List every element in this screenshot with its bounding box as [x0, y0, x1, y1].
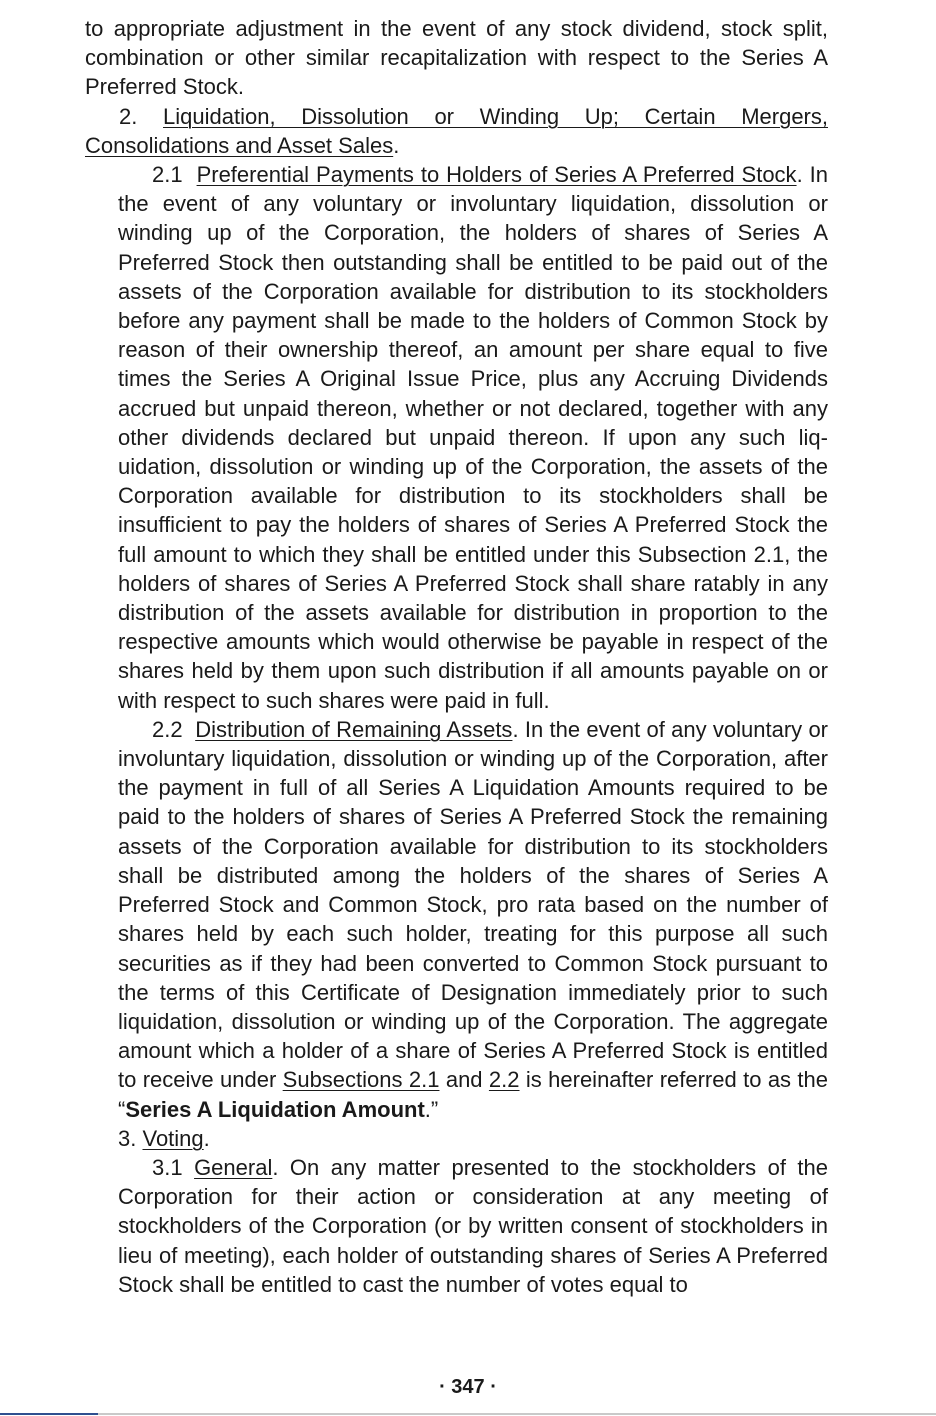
section-3-end: .	[203, 1125, 210, 1151]
subsection-2-1-number: 2.1	[152, 162, 183, 188]
section-2-title: Liquidation, Dissolution or Winding Up; Certain Mergers, Consolidations and Asset Sales	[85, 103, 828, 158]
subsection-3-1-number: 3.1	[152, 1154, 183, 1180]
subsection-2-1-title: Preferential Payments to Holders of Series A Preferred Stock	[196, 162, 797, 188]
section-3-heading	[0, 1124, 936, 1153]
page-number: · 347 ·	[439, 1376, 497, 1398]
subsection-2-2-title: Distribution of Remaining Assets	[195, 716, 513, 742]
section-3-number: 3.	[118, 1125, 137, 1151]
subsection-2-1-body: . In the event of any voluntary or involuntary liquidation, dissolution or winding up of the Corporation, the holders of shares of Series A Preferred Stock then outstanding shall be entitled to be paid out of the assets of the Corporation available for distribution to its stockholders before any payment shall be made to the holders of Common Stock by reason of their ownership thereof, an amount per share equal to five times the Series A Original Issue Price, plus any Accruing Dividends accrued but unpaid thereon, whether or not declared, together with any other dividends declared but unpaid thereon. If upon any such liquidation, dissolution or winding up of the Corporation, the assets of the Corporation available for distribution to its stockholders shall be insufficient to pay the holders of shares of Series A Preferred Stock the full amount to which they shall be entitled under this Subsection 2.1, the holders of shares of Series A Preferred Stock shall share ratably in any distribution of the assets available for distribution in proportion to the respective amounts which would otherwise be payable in respect of the shares held by them upon such distribution if all amounts payable on or with respect to such shares were paid in full.	[118, 162, 829, 713]
subsection-2-2-number: 2.2	[152, 716, 183, 742]
section-2-end: .	[393, 132, 400, 158]
section-2-number: 2.	[119, 103, 138, 129]
subsection-2-2-after-refs: is hereinafter referred to as the “	[118, 1067, 829, 1122]
subsection-3-1-title: General	[194, 1154, 273, 1180]
bottom-divider	[0, 1413, 936, 1415]
subsection-2-1	[0, 160, 936, 715]
subsection-2-2-closing: .”	[424, 1096, 439, 1122]
top-fragment-text: to appropriate adjustment in the event of any stock dividend, stock split, combination or other similar recapitalization with respect to the Series A Preferred Stock.	[85, 16, 828, 100]
subsection-2-2-and: and	[439, 1067, 489, 1093]
subsection-2-2-body: . In the event of any voluntary or involuntary liquidation, dissolution or winding up of the Corporation, after the payment in full of all Series A Liquidation Amounts required to be paid to the holders of shares of Series A Preferred Stock the remaining assets of the Corporation available for distribution to its stockholders shall be distributed among the holders of the shares of Series A Preferred Stock and Common Stock, pro rata based on the number of shares held by each such holder, treating for this purpose all such securities as if they had been converted to Common Stock pursuant to the terms of this Certificate of Designation immediately prior to such liquidation, dissolution or winding up of the Corporation. The aggregate amount which a holder of a share of Series A Preferred Stock is entitled to receive under	[118, 716, 828, 1093]
document-page	[0, 14, 936, 1354]
bottom-divider-accent	[0, 1413, 98, 1415]
subsection-ref-2-1: Subsections 2.1	[282, 1067, 440, 1093]
subsection-3-1-body: . On any matter presented to the stockholders of the Corporation for their action or consideration at any meeting of stockholders of the Corporation (or by written consent of stockholders in lieu of meeting), each holder of outstanding shares of Series A Preferred Stock shall be entitled to cast the number of votes equal to	[118, 1154, 828, 1297]
subsection-2-2	[0, 715, 936, 1124]
subsection-3-1	[0, 1153, 936, 1299]
section-2-heading	[0, 102, 936, 160]
paragraph-top-fragment	[0, 14, 936, 102]
section-3-title: Voting	[142, 1125, 204, 1151]
subsection-ref-2-2: 2.2	[488, 1067, 520, 1093]
defined-term: Series A Liquidation Amount	[125, 1096, 425, 1122]
